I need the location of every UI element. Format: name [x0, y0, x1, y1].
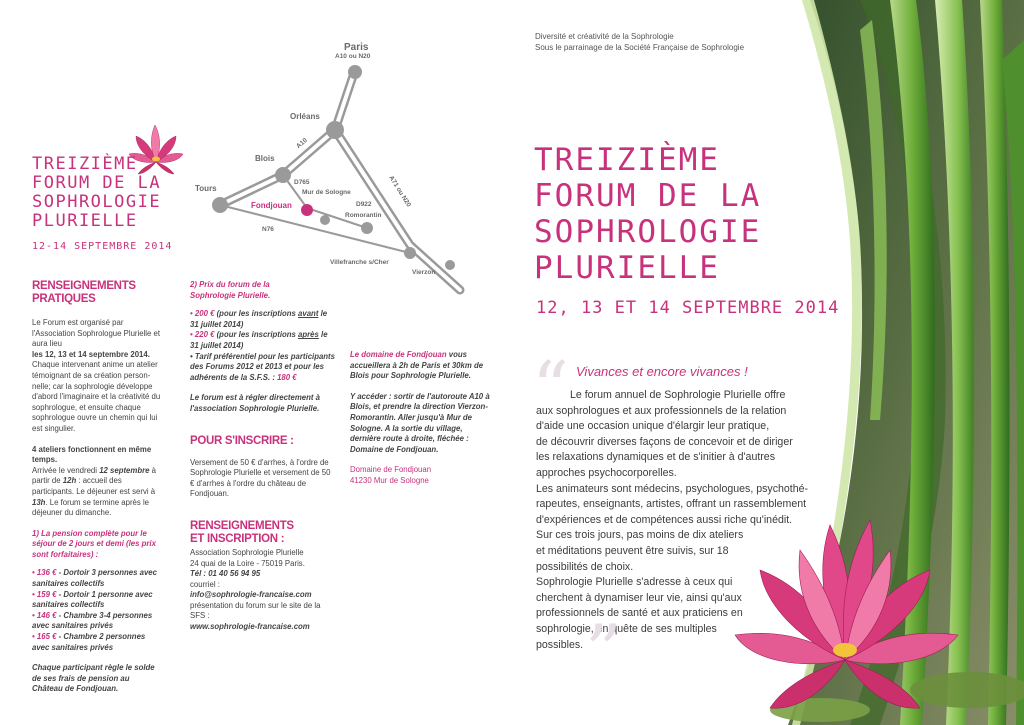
practical-info-text: Le Forum est organisé par l'Association Sophrologue Plurielle et aura lieu les 12, 13 et 14 septembre 2014. Chaque intervenant anime un atelier témoignant de sa création personnelle; car la sophrologie développe d'abord l'imaginaire et la créativité du sophrologue, et ensuite chaque sophrologue ouvre un chemin qui lui est singulier. 4 ateliers fonctionnent en même temps. Arrivée le vendredi 12 septembre à partir de 12h : accueil des participants. Le déjeuner est servi à 13h. Le forum se termine après le déjeuner du dimanche. 1) La pension complète pour le séjour de 2 jours et demi (les prix sont forfaitaires) : • 136 € - Dortoir 3 personnes avec sanitaires collectifs • 159 € - Dortoir 1 personne avec sanitaires collectifs • 146 € - Chambre 3-4 personnes avec sanitaires privés • 165 € - Chambre 2 personnes avec sanitaires privés Chaque participant règle le solde de ses frais de pension au Château de Fondjouan.	[32, 318, 161, 694]
forum-description	[536, 388, 836, 653]
map-label-d922: D922	[356, 201, 372, 208]
practical-info-column	[32, 280, 162, 695]
forum-price-column: 2) Prix du forum de la Sophrologie Plurielle. • 200 € (pour les inscriptions avant le 31 juillet 2014) • 220 € (pour les inscriptions après le 31 juillet 2014) • Tarif préférentiel pour les participants des Forums 2012 et 2013 et pour les adhérents de la S.F.S. : 180 € Le forum est à régler directement à l'association Sophrologie Plurielle. POUR S'INSCRIRE : Versement de 50 € d'arrhes, à l'ordre de Sophrologie Plurielle et versement de 50 € d'arrhes à l'ordre du château de Fondjouan. RENSEIGNEMENTS ET INSCRIPTION : Association Sophrologie Plurielle 24 quai de la Loire - 75019 Paris. Tél : 01 40 56 94 95 courriel : info@sophrologie-francaise.com présentation du forum sur le site de la SFS : www.sophrologie-francaise.com	[190, 280, 335, 632]
description-line: d'expériences et de compétences aussi riche qu'inédit.	[536, 513, 793, 526]
pension-note: Chaque participant règle le solde de ses frais de pension au Château de Fondjouan.	[32, 663, 155, 694]
left-title-line: SOPHROLOGIE	[32, 192, 162, 212]
map-label-mur-de-sologne: Mur de Sologne	[302, 189, 351, 196]
map-label-n76: N76	[262, 226, 274, 233]
patronage-text: Diversité et créativité de la Sophrologie Sous le parrainage de la Société Française de Sophrologie	[535, 32, 745, 52]
description-line: d'aide une occasion unique d'élargir leur pratique,	[536, 420, 770, 433]
contact-website-link[interactable]: www.sophrologie-francaise.com	[190, 622, 310, 632]
description-line: professionnels de santé et aux praticiens en	[536, 607, 743, 620]
description-line: Sur ces trois jours, pas moins de dix ateliers	[536, 529, 744, 542]
map-label-tours: Tours	[195, 184, 217, 193]
left-title-line: PLURIELLE	[32, 211, 138, 231]
open-quote-mark: “	[532, 346, 569, 430]
map-label-blois: Blois	[255, 154, 275, 163]
price-item: • 159 € - Dortoir 1 personne avec sanitaires collectifs	[32, 589, 153, 610]
map-label-paris: Paris	[344, 42, 369, 53]
map-label-orleans: Orléans	[290, 112, 320, 121]
map-label-a71: A71 ou N20	[387, 174, 413, 209]
description-line: possibles.	[536, 638, 584, 651]
price-item: • 165 € - Chambre 2 personnes avec sanitaires privés	[32, 632, 146, 652]
left-title-line: FORUM DE LA	[32, 173, 162, 193]
description-line: les relaxations dynamiques et de s'initier à d'autres	[536, 451, 776, 464]
main-title-line: FORUM DE LA	[534, 178, 762, 214]
main-forum-dates: 12, 13 ET 14 SEPTEMBRE 2014	[536, 298, 840, 318]
pension-heading: 1) La pension complète pour le séjour de 2 jours et demi (les prix sont forfaitaires) :	[32, 528, 156, 559]
description-line: et méditations peuvent être suivis, sur 18	[536, 544, 729, 557]
forum-price-heading: 2) Prix du forum de la Sophrologie Plurielle.	[190, 280, 271, 300]
description-line: approches psychocorporelles.	[536, 466, 677, 479]
description-line: cherchent à dynamiser leur vie, ainsi qu'aux	[536, 591, 742, 604]
contact-email-link[interactable]: info@sophrologie-francaise.com	[190, 590, 312, 600]
description-line: possibilités de choix.	[536, 560, 634, 573]
map-label-a10: A10	[295, 136, 309, 151]
price-item: • 136 € - Dortoir 3 personnes avec sanitaires collectifs	[32, 568, 157, 589]
left-forum-dates: 12-14 SEPTEMBRE 2014	[32, 241, 173, 252]
access-directions: Y accéder : sortir de l'autoroute A10 à Blois, et prendre la direction Vierzon-Romorantin. Aller jusqu'à Mur de Sologne. A la sortie du village, dernière route à droite, fléchée : Domaine de Fondjouan.	[350, 391, 490, 454]
contact-block: Association Sophrologie Plurielle 24 quai de la Loire - 75019 Paris. Tél : 01 40 56 94 95 courriel : info@sophrologie-francaise.com présentation du forum sur le site de la SFS : www.sophrologie-francaise.com	[190, 548, 335, 633]
description-line: Le forum annuel de Sophrologie Plurielle offre	[570, 389, 786, 401]
description-line: Sophrologie Plurielle s'adresse à ceux qui	[536, 576, 733, 589]
map-label-vierzon: Vierzon	[412, 269, 436, 276]
register-heading: POUR S'INSCRIRE :	[190, 434, 294, 447]
map-label-d765: D765	[294, 179, 310, 186]
left-forum-title	[32, 155, 182, 231]
main-forum-title	[534, 142, 834, 286]
description-line: Les animateurs sont médecins, psychologues, psychothé-	[536, 482, 809, 495]
close-quote-mark: ”	[585, 609, 622, 693]
contact-heading: RENSEIGNEMENTS ET INSCRIPTION :	[190, 519, 294, 545]
forum-payment-note: Le forum est à régler directement à l'association Sophrologie Plurielle.	[190, 393, 320, 413]
practical-info-heading: RENSEIGNEMENTS PRATIQUES	[32, 280, 136, 305]
map-label-romorantin: Romorantin	[345, 212, 382, 219]
contact-phone: Tél : 01 40 56 94 95	[190, 569, 261, 579]
main-title-line: PLURIELLE	[534, 250, 720, 286]
description-line: sophrologie, en quête de ses multiples	[536, 622, 717, 635]
description-line: de découvrir diverses façons de concevoir et de diriger	[536, 435, 793, 448]
venue-address-line: Domaine de Fondjouan	[350, 465, 432, 475]
subtitle-vivances: Vivances et encore vivances !	[576, 364, 748, 379]
main-title-line: SOPHROLOGIE	[534, 214, 762, 250]
map-label-paris-road: A10 ou N20	[335, 53, 371, 60]
price-item: • 146 € - Chambre 3-4 personnes avec sanitaires privés	[32, 610, 153, 631]
description-line: aux sophrologues et aux professionnels de la relation	[536, 404, 787, 417]
map-label-fondjouan: Fondjouan	[251, 201, 292, 210]
main-title-line: TREIZIÈME	[534, 142, 720, 178]
venue-address-line: 41230 Mur de Sologne	[350, 475, 429, 485]
description-line: rapeutes, enseignants, artistes, offrant un rassemblement	[536, 498, 807, 511]
register-text: Versement de 50 € d'arrhes, à l'ordre de Sophrologie Plurielle et versement de 50 € d'arrhes à l'ordre du château de Fondjouan.	[190, 457, 331, 499]
map-label-villefranche: Villefranche s/Cher	[330, 259, 389, 266]
left-title-line: TREIZIÈME	[32, 154, 138, 174]
access-column: Le domaine de Fondjouan vous accueillera à 2h de Paris et 30km de Blois pour Sophrologie Plurielle. Y accéder : sortir de l'autoroute A10 à Blois, et prendre la direction Vierzon-Romorantin. Aller jusqu'à Mur de Sologne. A la sortie du village, dernière route à droite, fléchée : Domaine de Fondjouan. Domaine de Fondjouan 41230 Mur de Sologne	[350, 350, 490, 485]
